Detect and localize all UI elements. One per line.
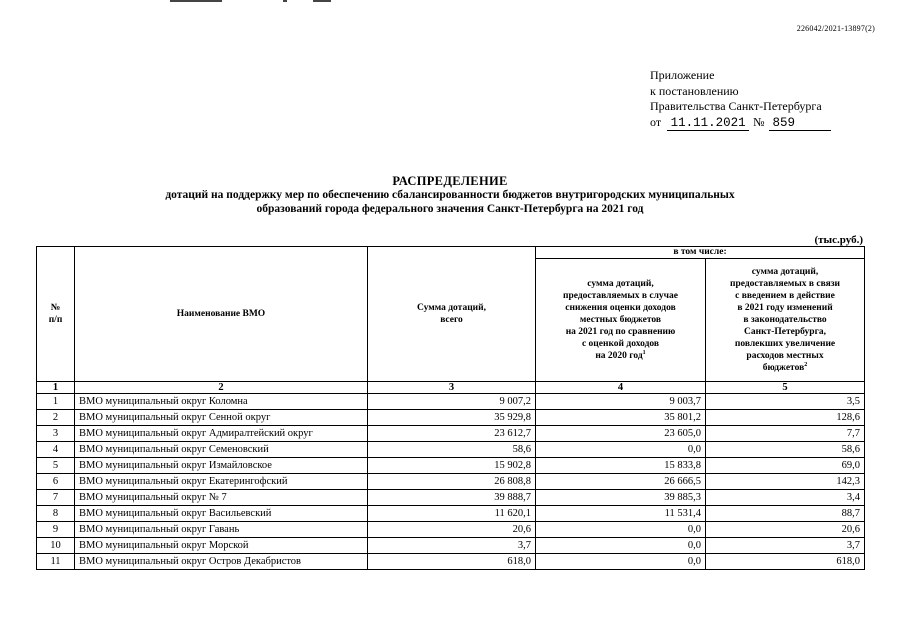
row-total: 20,6 [368, 522, 536, 538]
row-number: 2 [37, 410, 75, 426]
units-label: (тыс.руб.) [814, 234, 863, 246]
appendix-line-2: к постановлению [650, 83, 739, 98]
header-name: Наименование ВМО [75, 247, 368, 382]
row-col5: 88,7 [706, 506, 865, 522]
row-col5: 3,4 [706, 490, 865, 506]
table-row [37, 474, 865, 490]
row-col4: 23 605,0 [536, 426, 706, 442]
table-row [37, 538, 865, 554]
row-col5: 58,6 [706, 442, 865, 458]
row-total: 15 902,8 [368, 458, 536, 474]
row-col5: 69,0 [706, 458, 865, 474]
row-col4: 26 666,5 [536, 474, 706, 490]
row-col5: 3,7 [706, 538, 865, 554]
document-registration-number: 226042/2021-13897(2) [796, 24, 875, 33]
table-row [37, 554, 865, 570]
row-col4: 0,0 [536, 442, 706, 458]
row-col4: 39 885,3 [536, 490, 706, 506]
header-col4 [536, 259, 706, 382]
row-number: 5 [37, 458, 75, 474]
row-total: 11 620,1 [368, 506, 536, 522]
row-number: 4 [37, 442, 75, 458]
table-row [37, 506, 865, 522]
row-total: 26 808,8 [368, 474, 536, 490]
row-number: 7 [37, 490, 75, 506]
appendix-date-line [650, 115, 880, 131]
header-col4-text: сумма дотаций, предоставляемых в случае снижения оценки доходов местных бюджетов на 2021 год по сравнению с оценкой доходов на 2020 год [563, 279, 678, 361]
row-total: 618,0 [368, 554, 536, 570]
row-col5: 20,6 [706, 522, 865, 538]
row-name: ВМО муниципальный округ Гавань [75, 522, 368, 538]
number-label: № [753, 114, 765, 129]
row-col5: 142,3 [706, 474, 865, 490]
title-main: РАСПРЕДЕЛЕНИЕ [392, 174, 508, 188]
row-name: ВМО муниципальный округ Васильевский [75, 506, 368, 522]
header-total: Сумма дотаций, всего [368, 247, 536, 382]
row-total: 23 612,7 [368, 426, 536, 442]
table-row [37, 458, 865, 474]
from-label: от [650, 114, 662, 129]
row-col4: 0,0 [536, 522, 706, 538]
row-number: 8 [37, 506, 75, 522]
footnote-1-marker: 1 [642, 349, 646, 356]
col-number-2: 2 [75, 382, 368, 394]
resolution-date: 11.11.2021 [667, 117, 749, 131]
row-name: ВМО муниципальный округ Остров Декабристов [75, 554, 368, 570]
row-total: 58,6 [368, 442, 536, 458]
row-col5: 128,6 [706, 410, 865, 426]
row-name: ВМО муниципальный округ Адмиралтейский округ [75, 426, 368, 442]
col-number-5: 5 [706, 382, 865, 394]
row-name: ВМО муниципальный округ Екатерингофский [75, 474, 368, 490]
table-row [37, 426, 865, 442]
document-title [60, 174, 840, 216]
row-name: ВМО муниципальный округ Коломна [75, 394, 368, 410]
header-col5-text: сумма дотаций, предоставляемых в связи с введением в действие в 2021 году изменений в законодательство Санкт-Петербурга, повлекших увеличение расходов местных бюджетов [730, 267, 841, 373]
footnote-2-marker: 2 [804, 361, 808, 368]
row-number: 11 [37, 554, 75, 570]
row-total: 39 888,7 [368, 490, 536, 506]
row-name: ВМО муниципальный округ Морской [75, 538, 368, 554]
row-number: 6 [37, 474, 75, 490]
row-name: ВМО муниципальный округ Сенной округ [75, 410, 368, 426]
resolution-number: 859 [769, 117, 831, 131]
table-row [37, 490, 865, 506]
row-number: 1 [37, 394, 75, 410]
header-group: в том числе: [536, 247, 865, 259]
col-number-3: 3 [368, 382, 536, 394]
col-number-4: 4 [536, 382, 706, 394]
row-total: 3,7 [368, 538, 536, 554]
table-row [37, 522, 865, 538]
appendix-header [650, 68, 880, 131]
column-number-row [37, 382, 865, 394]
title-line-3: образований города федерального значения Санкт-Петербурга на 2021 год [256, 203, 644, 215]
appendix-line-3: Правительства Санкт-Петербурга [650, 99, 822, 113]
row-col5: 3,5 [706, 394, 865, 410]
row-col4: 15 833,8 [536, 458, 706, 474]
row-col4: 0,0 [536, 538, 706, 554]
title-line-2: дотаций на поддержку мер по обеспечению сбалансированности бюджетов внутригородских муниципальных [165, 189, 735, 201]
header-col5 [706, 259, 865, 382]
row-name: ВМО муниципальный округ Семеновский [75, 442, 368, 458]
row-col5: 618,0 [706, 554, 865, 570]
subsidy-distribution-table [36, 246, 865, 570]
header-num: № п/п [37, 247, 75, 382]
row-col4: 35 801,2 [536, 410, 706, 426]
row-total: 35 929,8 [368, 410, 536, 426]
row-col4: 9 003,7 [536, 394, 706, 410]
row-name: ВМО муниципальный округ № 7 [75, 490, 368, 506]
row-col4: 11 531,4 [536, 506, 706, 522]
row-col4: 0,0 [536, 554, 706, 570]
table-row [37, 410, 865, 426]
table-row [37, 394, 865, 410]
scan-edge-marks [0, 0, 905, 4]
row-total: 9 007,2 [368, 394, 536, 410]
table-row [37, 442, 865, 458]
row-name: ВМО муниципальный округ Измайловское [75, 458, 368, 474]
row-number: 10 [37, 538, 75, 554]
col-number-1: 1 [37, 382, 75, 394]
row-number: 3 [37, 426, 75, 442]
row-number: 9 [37, 522, 75, 538]
row-col5: 7,7 [706, 426, 865, 442]
appendix-line-1: Приложение [650, 68, 715, 82]
